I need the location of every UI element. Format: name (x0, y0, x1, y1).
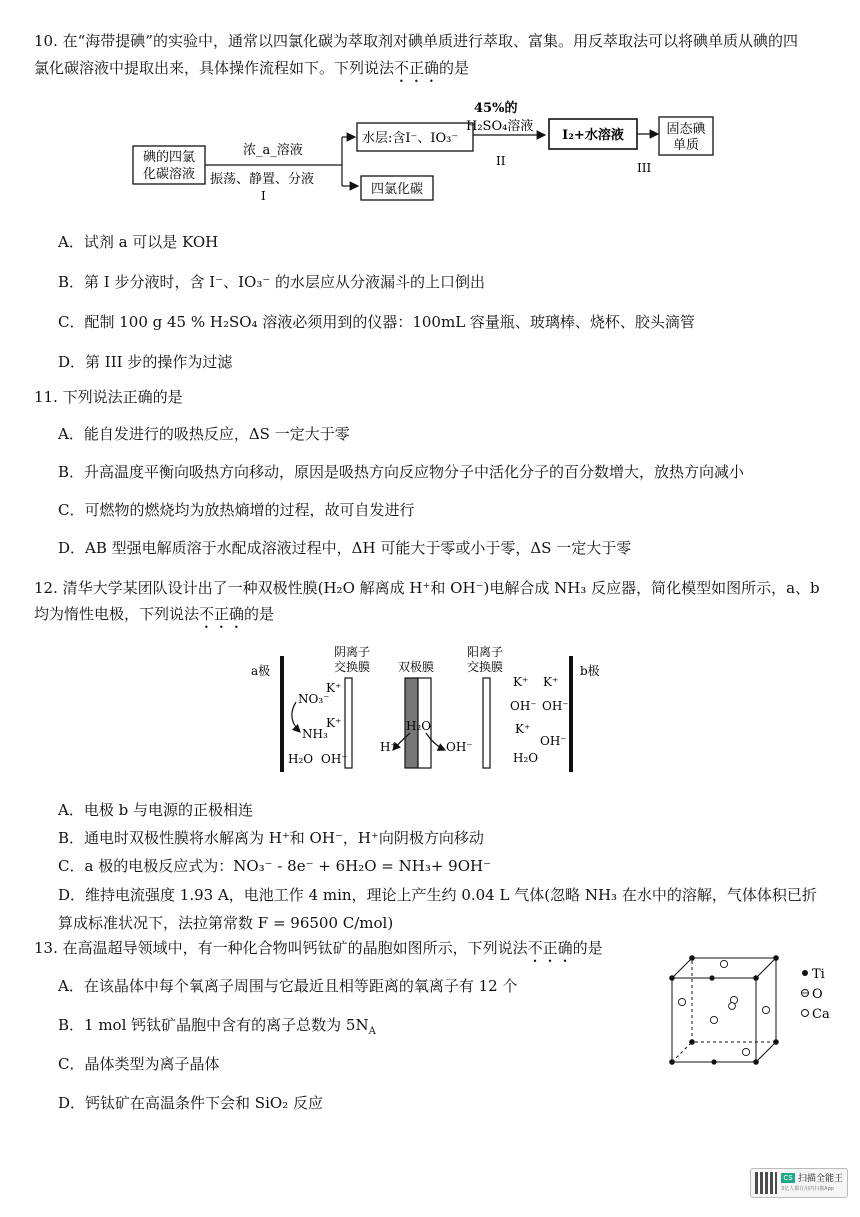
flow-ccl4: 四氯化碳 (370, 182, 424, 197)
right-oh-1: OH⁻ (510, 699, 537, 713)
bipolar-oh: OH⁻ (446, 740, 473, 754)
q12-stem-line1: 12. 清华大学某团队设计出了一种双极性膜(H₂O 解离成 H⁺和 OH⁻)电解合成 NH₃ 反应器，简化模型如图所示，a、b (34, 579, 820, 597)
flow-solid-l1: 固态碘 (666, 122, 706, 137)
q10-stem-line2 (34, 57, 469, 86)
ion-no3: NO₃⁻ (298, 692, 330, 706)
right-k-1: K⁺ (513, 675, 529, 689)
flow-step2: II (496, 154, 506, 168)
perovskite-unit-cell (660, 950, 840, 1070)
q11-option-a: A．能自发进行的吸热反应，ΔS 一定大于零 (58, 425, 350, 443)
flow-mixture: I₂+水溶液 (562, 128, 624, 143)
right-h2o: H₂O (513, 751, 539, 765)
flow-reagent: 浓_a_溶液 (243, 143, 303, 158)
q11-option-b: B．升高温度平衡向吸热方向移动，原因是吸热方向反应物分子中活化分子的百分数增大，放热方向减小 (58, 463, 745, 481)
right-oh-3: OH⁻ (540, 734, 567, 748)
electrode-b (569, 656, 573, 772)
q12-electrolysis-diagram (0, 640, 860, 780)
right-k-3: K⁺ (515, 722, 531, 736)
product-nh3: NH₃ (302, 727, 328, 741)
q12-option-d-line2: 算成标准状况下，法拉第常数 F = 96500 C/mol) (58, 914, 394, 932)
q13-stem-end: 的是 (572, 939, 603, 957)
anion-membrane-l2: 交换膜 (334, 660, 371, 674)
right-k-2: K⁺ (543, 675, 559, 689)
cation-membrane (483, 678, 490, 768)
q12-stem-text: 均为惰性电极，下列说法 (34, 605, 200, 623)
q10-option-b: B．第 I 步分液时，含 I⁻、IO₃⁻ 的水层应从分液漏斗的上口倒出 (58, 273, 486, 291)
flow-step1: I (261, 189, 266, 203)
ca-atom (729, 1003, 736, 1010)
q10-stem-text: 氯化碳溶液中提取出来，具体操作流程如下。下列说法 (34, 59, 395, 77)
q13-stem-text: 13. 在高温超导领域中，有一种化合物叫钙钛矿的晶胞如图所示，下列说法 (34, 939, 528, 957)
q13-option-a: A．在该晶体中每个氧离子周围与它最近且相等距离的氧离子有 12 个 (58, 977, 518, 995)
flow-solid-l2: 单质 (672, 138, 700, 153)
legend-o: O (812, 987, 823, 1002)
q13-option-c: C．晶体类型为离子晶体 (58, 1055, 220, 1073)
bipolar-membrane-label: 双极膜 (398, 660, 435, 674)
q10-stem-end: 的是 (439, 59, 470, 77)
watermark-title: 扫描全能王 (798, 1174, 844, 1184)
cation-membrane-l1: 阳离子 (467, 645, 504, 659)
q10-option-a: A．试剂 a 可以是 KOH (58, 233, 219, 251)
q11-option-c: C．可燃物的燃烧均为放热熵增的过程，故可自发进行 (58, 501, 415, 519)
cs-badge: CS (781, 1173, 795, 1183)
bipolar-h2o: H₂O (406, 719, 432, 733)
q13-option-b (58, 1014, 376, 1037)
right-oh-2: OH⁻ (542, 699, 569, 713)
legend-ti: Ti (812, 967, 825, 982)
a-pole-label: a极 (251, 664, 271, 678)
q10-flow-diagram (0, 90, 860, 210)
q13-option-b-text: B．1 mol 钙钛矿晶胞中含有的离子总数为 5N (58, 1016, 369, 1034)
b-pole-label: b极 (580, 664, 600, 678)
left-oh: OH⁻ (321, 752, 348, 766)
q13-stem (34, 937, 603, 966)
q12-stem-line2 (34, 603, 274, 632)
q13-option-b-sub: A (368, 1026, 376, 1037)
flow-acid-l2: H₂SO₄溶液 (466, 119, 534, 134)
flow-water-layer: 水层:含I⁻、IO₃⁻ (362, 131, 459, 146)
flow-start-l1: 碘的四氯 (142, 150, 196, 165)
q10-emphasis: 不正确 (394, 59, 440, 77)
ion-k-2: K⁺ (326, 716, 342, 730)
cation-membrane-l2: 交换膜 (467, 660, 504, 674)
flow-ops: 振荡、静置、分液 (210, 172, 315, 187)
q11-stem: 11. 下列说法正确的是 (34, 388, 183, 406)
flow-acid-l1: 45%的 (474, 101, 518, 116)
left-h2o: H₂O (288, 752, 314, 766)
watermark-sub: 3亿人都在用的扫描App (781, 1186, 834, 1192)
q12-option-c: C．a 极的电极反应式为：NO₃⁻ - 8e⁻ + 6H₂O = NH₃+ 9OH⁻ (58, 857, 492, 875)
q13-emphasis: 不正确 (527, 939, 573, 957)
legend-ca: Ca (812, 1007, 830, 1022)
q12-emphasis: 不正确 (199, 605, 245, 623)
q12-option-b: B．通电时双极性膜将水解离为 H⁺和 OH⁻，H⁺向阴极方向移动 (58, 829, 484, 847)
q12-option-d-line1: D．维持电流强度 1.93 A，电池工作 4 min，理论上产生约 0.04 L 气体(忽略 NH₃ 在水中的溶解，气体体积已折 (58, 886, 817, 904)
q10-option-c: C．配制 100 g 45 % H₂SO₄ 溶液必须用到的仪器：100mL 容量瓶、玻璃棒、烧杯、胶头滴管 (58, 313, 695, 331)
q12-option-a: A．电极 b 与电源的正极相连 (58, 801, 253, 819)
q10-stem-line1: 10. 在“海带提碘”的实验中，通常以四氯化碳为萃取剂对碘单质进行萃取、富集。用反萃取法可以将碘单质从碘的四 (34, 32, 798, 50)
electrode-a (280, 656, 284, 772)
ion-k-1: K⁺ (326, 681, 342, 695)
scanner-watermark (750, 1168, 848, 1198)
q11-option-d: D．AB 型强电解质溶于水配成溶液过程中，ΔH 可能大于零或小于零，ΔS 一定大于零 (58, 539, 632, 557)
q12-stem-end: 的是 (244, 605, 275, 623)
flow-step3: III (637, 161, 652, 175)
q10-option-d: D．第 III 步的操作为过滤 (58, 353, 233, 371)
anion-membrane-l1: 阴离子 (334, 645, 371, 659)
flow-start-l2: 化碳溶液 (142, 167, 196, 182)
q13-option-d: D．钙钛矿在高温条件下会和 SiO₂ 反应 (58, 1094, 323, 1112)
qr-code-icon (755, 1172, 777, 1194)
bipolar-h: H⁺ (380, 740, 397, 754)
